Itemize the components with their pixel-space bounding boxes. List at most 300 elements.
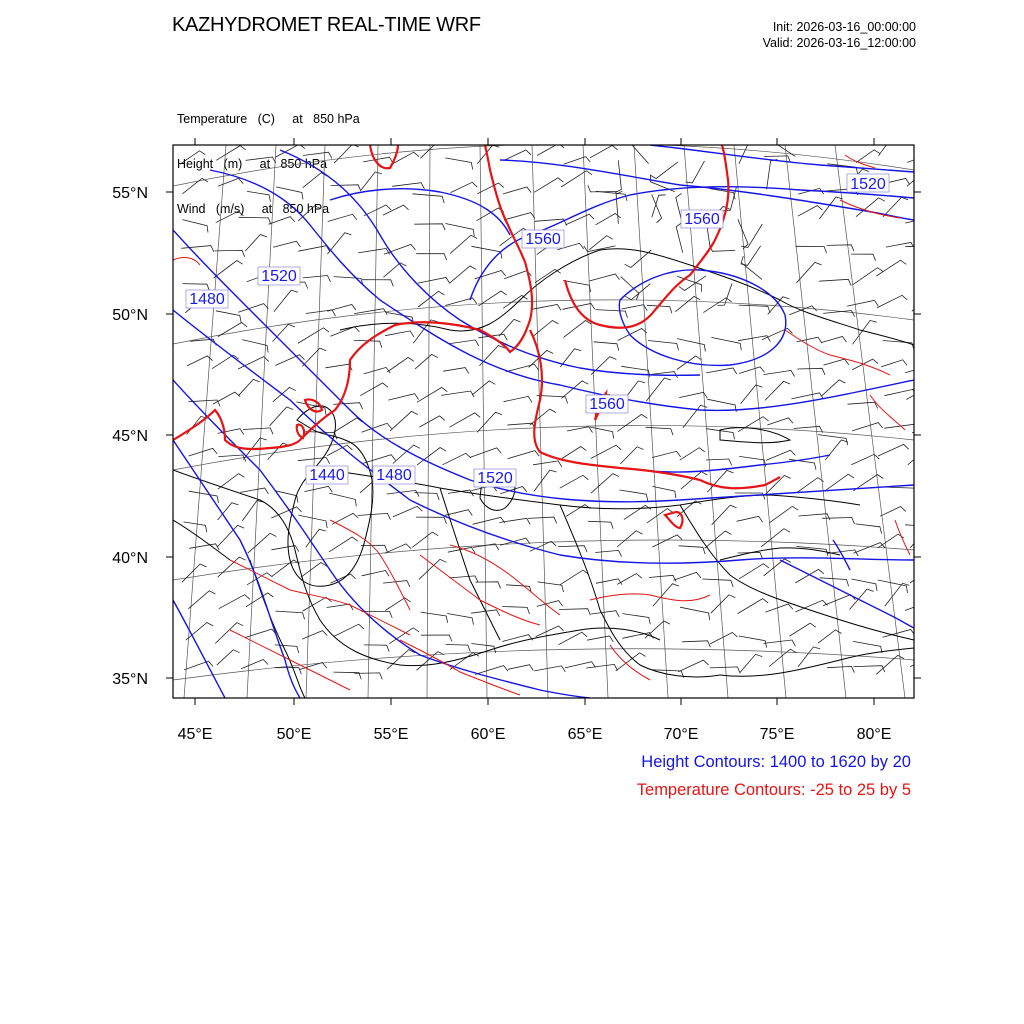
wind-barb: [818, 435, 848, 446]
wind-barb: [303, 276, 331, 282]
wind-barb: [679, 392, 707, 398]
wind-barb: [738, 219, 748, 249]
wind-barb: [907, 153, 937, 163]
svg-text:1480: 1480: [189, 291, 225, 308]
wind-barb: [905, 525, 936, 534]
wind-barb: [739, 636, 767, 648]
wind-barb: [246, 593, 273, 607]
wind-barb: [711, 595, 736, 613]
wind-barb: [914, 334, 942, 340]
wind-barb: [825, 440, 848, 460]
wind-barb: [681, 472, 707, 489]
wind-barb: [798, 206, 823, 217]
wind-barb: [216, 146, 245, 161]
wind-barb: [590, 145, 618, 157]
wind-barb: [393, 506, 422, 517]
wind-barb: [827, 666, 854, 672]
wind-barb: [390, 411, 418, 431]
wind-barb: [851, 579, 877, 591]
wind-barb: [330, 327, 359, 337]
wind-barb: [248, 533, 276, 553]
wind-barb: [331, 185, 361, 191]
wind-barb: [595, 550, 621, 556]
wind-barb: [538, 582, 564, 592]
wind-barb: [528, 517, 557, 523]
wind-barb: [591, 474, 619, 494]
contour-label: [258, 267, 300, 285]
wind-barb: [530, 409, 556, 425]
lon-label: 65°E: [567, 726, 603, 743]
wind-barb: [182, 178, 208, 194]
wind-barb: [819, 197, 842, 219]
wind-barb: [217, 525, 244, 547]
wind-barb: [275, 645, 299, 653]
wind-barb: [187, 356, 213, 366]
wind-barb: [415, 354, 438, 369]
wind-barb: [853, 320, 877, 344]
wind-barb: [588, 185, 617, 192]
wind-barb: [740, 654, 762, 672]
wind-barb: [738, 417, 769, 432]
wind-barb: [188, 591, 215, 609]
wind-barb: [334, 624, 364, 636]
wind-barb: [505, 150, 531, 160]
wind-barb: [617, 574, 642, 585]
wind-barb: [566, 214, 595, 225]
wind-barb: [790, 623, 816, 636]
wind-barb: [246, 157, 276, 163]
wind-barb: [853, 543, 885, 554]
wind-barb: [239, 217, 271, 224]
wind-barb: [677, 339, 705, 352]
wind-barb: [387, 490, 419, 496]
svg-text:1560: 1560: [684, 211, 720, 228]
temperature-contours: [173, 145, 910, 695]
wind-barb: [618, 329, 647, 341]
wind-barb: [622, 614, 650, 625]
wind-barb: [908, 449, 933, 465]
wind-barb: [682, 641, 710, 647]
wind-barb: [791, 393, 823, 399]
wind-barb: [646, 378, 671, 401]
wind-barb: [504, 396, 533, 402]
wind-barb: [534, 470, 557, 491]
wind-barb: [418, 278, 450, 284]
wind-barb: [847, 300, 878, 306]
svg-text:1440: 1440: [309, 467, 345, 484]
wind-barb: [360, 383, 388, 396]
field-wind: Wind (m/s) at 850 hPa: [177, 202, 330, 216]
lon-label: 75°E: [759, 726, 795, 743]
wind-barb: [590, 427, 614, 438]
wind-barb: [327, 305, 356, 312]
height-contour-legend: Height Contours: 1400 to 1620 by 20: [641, 753, 911, 771]
svg-text:1520: 1520: [477, 470, 513, 487]
wind-barb: [884, 389, 916, 395]
wind-barb: [562, 447, 586, 459]
wind-barb: [533, 461, 562, 467]
wind-barb: [245, 235, 267, 252]
wind-barb: [706, 368, 737, 374]
temperature-contour-legend: Temperature Contours: -25 to 25 by 5: [636, 781, 911, 799]
wind-barb: [680, 448, 705, 460]
wind-barb: [306, 310, 336, 316]
wind-barb: [364, 205, 391, 216]
contour-label: [186, 290, 228, 308]
wind-barb: [741, 224, 762, 247]
lon-label: 55°E: [373, 726, 409, 743]
wind-barb: [180, 151, 205, 164]
wind-barb: [212, 355, 239, 369]
wind-barb: [823, 359, 848, 365]
wind-barb: [737, 516, 763, 522]
wind-barb: [215, 250, 245, 257]
wind-barb: [679, 546, 706, 554]
wind-barb: [421, 635, 452, 642]
wind-barb: [914, 275, 941, 282]
wind-barb: [856, 150, 880, 163]
wind-barb: [532, 305, 561, 311]
contour-label: [474, 469, 516, 487]
wind-barb: [479, 346, 505, 366]
wind-barb: [883, 197, 908, 217]
wind-barb: [851, 254, 876, 261]
wind-barb: [449, 576, 478, 582]
wind-barb: [416, 254, 446, 261]
wind-barb: [795, 246, 826, 253]
wind-barb: [273, 241, 300, 247]
wind-barb: [710, 245, 736, 251]
wind-barb: [392, 183, 424, 189]
wind-barb: [822, 380, 846, 396]
wind-barb: [763, 370, 794, 376]
wind-barb: [853, 268, 884, 285]
wind-barb: [242, 340, 268, 353]
wind-barb: [649, 575, 676, 581]
lon-label: 60°E: [470, 726, 506, 743]
wind-barb: [534, 178, 563, 192]
wind-barb: [561, 171, 592, 187]
wind-barb: [217, 650, 240, 665]
wind-barb: [912, 432, 942, 440]
wind-barb: [652, 451, 681, 457]
wind-barb: [652, 195, 666, 217]
wind-barb: [270, 407, 294, 426]
wind-barb: [596, 310, 628, 318]
field-height: Height (m) at 850 hPa: [177, 157, 328, 171]
wind-barb: [537, 601, 563, 607]
wind-barb: [383, 263, 406, 278]
wind-barb: [218, 557, 246, 577]
wind-barb: [242, 501, 263, 521]
wind-barb: [216, 311, 241, 323]
contour-label: [522, 230, 564, 248]
wind-barb: [327, 445, 352, 455]
wind-barb: [564, 157, 591, 165]
field-temperature: Temperature (C) at 850 hPa: [177, 112, 360, 126]
wind-barb: [451, 182, 478, 192]
wind-barb: [560, 570, 589, 585]
wind-barb: [215, 623, 243, 644]
wind-barb: [798, 647, 820, 667]
wind-barb: [499, 319, 521, 336]
svg-text:1560: 1560: [589, 396, 625, 413]
lat-label: 45°N: [112, 428, 148, 445]
wind-barb: [393, 445, 420, 463]
init-time: Init: 2026-03-16_00:00:00: [772, 20, 916, 34]
wind-barb: [883, 341, 914, 350]
wind-barb: [594, 342, 619, 351]
wind-barb: [475, 582, 500, 589]
wind-barb: [886, 243, 915, 249]
wind-barb: [596, 214, 621, 225]
wind-barb: [303, 597, 332, 611]
wind-barb: [631, 138, 648, 164]
wind-barb: [329, 537, 358, 552]
wind-barb: [472, 246, 502, 258]
wind-barb: [508, 451, 540, 459]
wind-barb: [506, 364, 539, 372]
wind-barb: [446, 645, 471, 652]
svg-text:1560: 1560: [525, 231, 561, 248]
wind-barb: [303, 152, 332, 158]
wind-barb: [243, 428, 273, 434]
wind-barb: [329, 493, 356, 506]
contour-label: [681, 210, 723, 228]
wind-barb: [823, 595, 855, 606]
wind-barb: [565, 662, 596, 668]
wind-barb: [705, 531, 732, 548]
wind-barb: [763, 640, 795, 646]
wind-barb: [853, 641, 882, 653]
wind-barb: [741, 385, 763, 404]
wind-barb: [559, 632, 588, 645]
wind-barb: [823, 311, 854, 317]
wind-barb: [767, 159, 778, 189]
wind-barb: [450, 266, 476, 283]
wind-barb: [328, 214, 357, 221]
wind-barb: [886, 487, 918, 495]
wind-barb: [298, 328, 329, 344]
wind-barb: [767, 418, 793, 425]
wind-barb: [534, 666, 565, 672]
wind-barb: [470, 448, 501, 457]
wind-barb: [588, 521, 613, 528]
wind-barb: [821, 337, 847, 343]
wind-barb: [680, 607, 710, 620]
wind-barb: [387, 357, 414, 372]
wind-barb: [219, 595, 250, 609]
wind-barb: [648, 341, 679, 351]
wind-barb: [274, 290, 298, 312]
wind-barb: [652, 195, 662, 223]
wind-barb: [798, 478, 824, 492]
wind-barb: [885, 583, 910, 606]
wind-barb: [477, 183, 504, 194]
wind-barb: [559, 609, 590, 616]
wind-barb: [905, 603, 931, 611]
wind-barb: [818, 630, 842, 643]
wind-barb: [447, 614, 473, 625]
wind-barb: [711, 337, 741, 350]
wind-barb: [503, 187, 531, 194]
wind-barb: [364, 367, 391, 374]
graticule: [173, 144, 914, 698]
wind-barb: [334, 418, 363, 433]
wind-barb: [738, 599, 769, 614]
wind-barb: [298, 246, 330, 252]
wind-barb: [797, 262, 822, 282]
wind-barb: [273, 324, 295, 341]
wind-barb: [441, 391, 474, 397]
wind-barb: [388, 394, 418, 400]
wind-barb: [850, 589, 874, 609]
wind-barb: [412, 194, 444, 203]
coastlines-borders: [173, 249, 914, 698]
wind-barb: [240, 488, 268, 494]
wind-barb: [450, 413, 481, 427]
wind-barb: [416, 517, 447, 524]
wind-barb: [419, 416, 445, 427]
wind-barb: [508, 665, 533, 671]
wind-barb: [564, 321, 592, 338]
wind-barb: [678, 660, 708, 672]
wind-barb: [334, 144, 359, 163]
wind-barb: [616, 191, 622, 224]
wind-barb: [302, 631, 327, 640]
wind-barb: [620, 447, 643, 464]
wind-barb: [586, 664, 617, 670]
wind-barb: [620, 490, 648, 501]
wind-barb: [764, 559, 791, 576]
wind-barb: [364, 645, 389, 652]
map-title: KAZHYDROMET REAL-TIME WRF: [172, 14, 481, 36]
wind-barb: [589, 236, 613, 250]
wind-barb: [827, 245, 854, 251]
wind-barb: [739, 143, 756, 164]
wind-barb: [596, 191, 627, 201]
wind-barb: [624, 505, 651, 519]
wind-barb: [214, 261, 243, 279]
lat-label: 40°N: [112, 550, 148, 567]
wind-barb: [561, 381, 588, 399]
height-contours: [173, 145, 914, 698]
wind-barb: [712, 505, 737, 525]
wind-barb: [504, 213, 535, 220]
wind-barb: [298, 515, 327, 528]
svg-text:1520: 1520: [261, 268, 297, 285]
wind-barb: [301, 563, 327, 578]
lat-label: 50°N: [112, 307, 148, 324]
wind-barb: [621, 366, 650, 377]
wind-barb: [616, 653, 646, 671]
wind-barb: [181, 246, 214, 252]
wind-barb: [363, 157, 393, 163]
wind-barb: [766, 450, 795, 460]
wind-barb: [362, 280, 393, 287]
wind-barb: [418, 291, 444, 307]
wind-barb: [361, 172, 382, 190]
wind-barb: [685, 161, 704, 183]
wind-barb: [473, 517, 505, 524]
wind-barb: [213, 392, 240, 404]
wind-barb: [881, 360, 907, 367]
wind-barb: [702, 579, 733, 587]
wind-barb: [218, 178, 243, 186]
lon-label: 50°E: [276, 726, 312, 743]
wind-barb: [589, 274, 619, 281]
valid-time: Valid: 2026-03-16_12:00:00: [762, 36, 916, 50]
wind-barb: [362, 571, 390, 577]
wind-barb: [238, 379, 259, 395]
wind-barb: [304, 486, 332, 492]
wind-barb: [880, 507, 906, 517]
wind-barb: [905, 246, 936, 252]
wind-barb: [762, 328, 793, 340]
wind-barb: [738, 336, 770, 342]
wind-barb: [877, 295, 907, 308]
wind-barb: [710, 667, 741, 673]
wind-barb: [905, 365, 937, 373]
wind-barb: [739, 305, 771, 313]
wind-barb: [799, 514, 831, 520]
lat-label: 55°N: [112, 185, 148, 202]
wind-barb: [765, 381, 790, 400]
wind-barb: [653, 584, 679, 607]
wind-barb: [241, 660, 268, 669]
wind-barb: [856, 524, 882, 534]
wind-barb: [325, 364, 352, 370]
wind-barb: [383, 205, 409, 215]
wind-barb: [450, 235, 477, 253]
wind-barb: [650, 162, 678, 179]
lat-axis: [112, 185, 921, 688]
wind-barb: [587, 636, 613, 642]
wind-barb: [475, 666, 508, 675]
wind-barb: [445, 224, 474, 237]
wind-barb: [622, 305, 648, 311]
wind-barb: [389, 628, 419, 644]
lon-label: 80°E: [856, 726, 892, 743]
wind-barb: [848, 402, 878, 408]
svg-text:1520: 1520: [850, 176, 886, 193]
wind-barb: [387, 650, 415, 670]
wind-barb: [472, 381, 495, 395]
wind-barb: [706, 459, 732, 465]
lon-label: 70°E: [663, 726, 699, 743]
svg-text:1480: 1480: [376, 467, 412, 484]
wind-barb: [445, 510, 472, 516]
wind-barb: [876, 260, 906, 276]
wind-barb: [761, 529, 790, 547]
wind-barb: [878, 444, 909, 456]
wind-barb: [915, 619, 938, 640]
wind-barb: [245, 629, 276, 637]
wind-barb: [591, 611, 619, 617]
wind-barb: [739, 367, 764, 374]
wind-barb: [617, 414, 647, 431]
wind-barb: [358, 513, 391, 519]
wind-barb: [878, 580, 908, 593]
wind-barb: [560, 475, 589, 488]
wind-barb: [417, 448, 446, 465]
wind-barb: [275, 144, 305, 157]
wind-barb: [795, 569, 824, 583]
wind-barb: [677, 276, 702, 291]
wind-barb: [443, 453, 472, 465]
wind-barb: [421, 612, 448, 623]
wind-barb: [247, 191, 270, 201]
